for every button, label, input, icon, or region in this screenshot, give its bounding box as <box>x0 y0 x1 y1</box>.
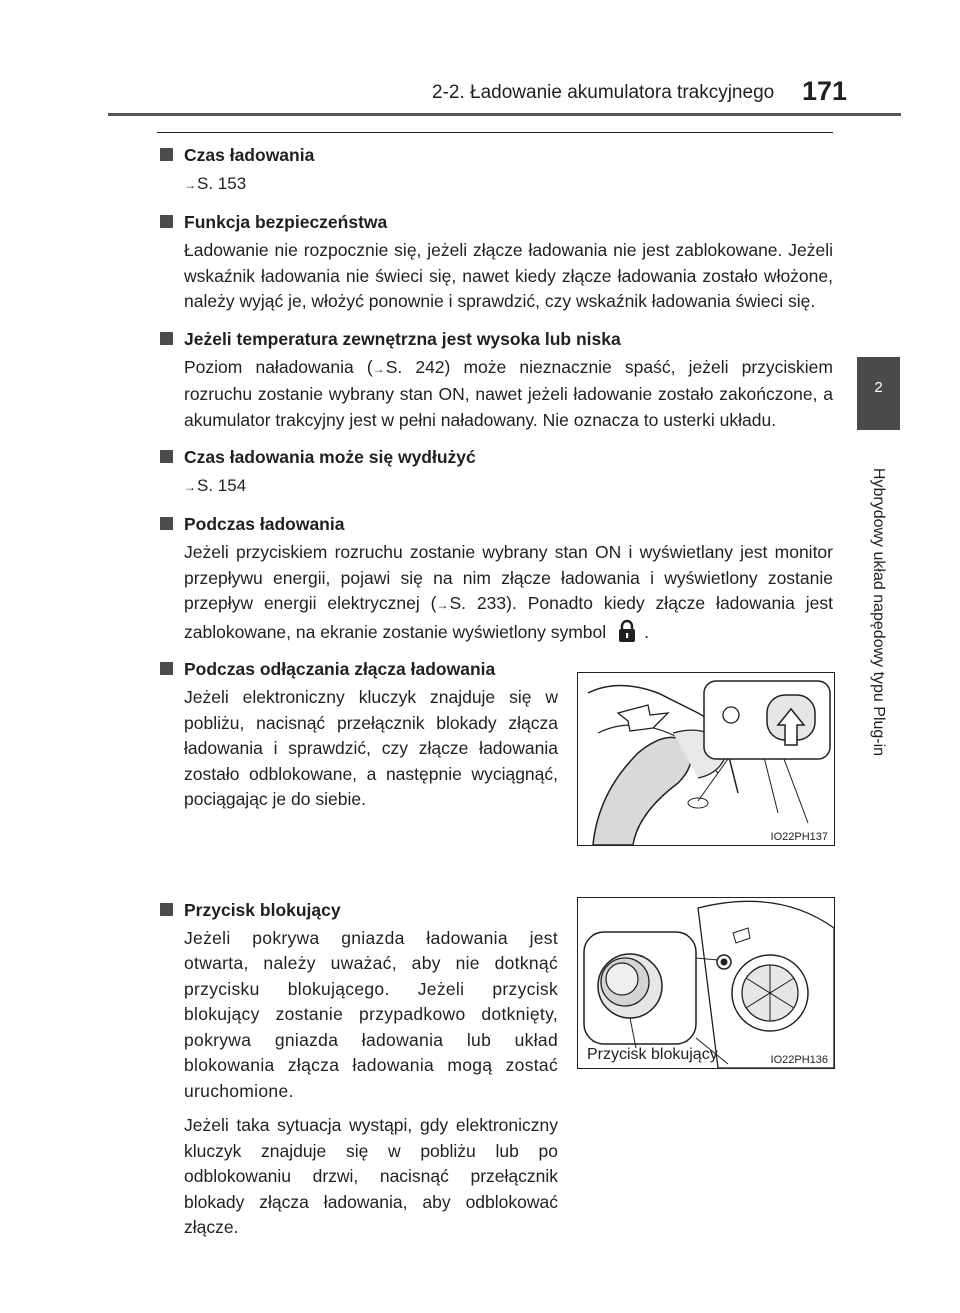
arrow-icon: → <box>372 361 385 376</box>
arrow-icon: → <box>184 480 196 494</box>
lock-button-label: Przycisk blokujący <box>587 1046 718 1063</box>
section-charging-time <box>160 142 833 198</box>
page-reference: S. 233 <box>449 593 507 613</box>
section-text: Ładowanie nie rozpocznie się, jeżeli złącze ładowania nie jest zablokowane. Jeżeli wskaźnik ładowania nie świeci się, nawet kiedy złącze ładowania zostało włożone, należy wyjąć je, włożyć ponownie i sprawdzić, czy wskaźnik ładowania świeci się. <box>184 240 833 311</box>
content-rule <box>157 132 833 133</box>
page-reference: →S. 153 <box>184 174 247 193</box>
chapter-tab-number: 2 <box>874 379 883 396</box>
arrow-icon: → <box>436 598 449 612</box>
chapter-title: 2-2. Ładowanie akumulatora trakcyjnego <box>432 82 775 103</box>
page-number: 171 <box>802 76 848 106</box>
section-heading: Przycisk blokujący <box>160 897 833 923</box>
figure-connector-unlock <box>577 672 835 846</box>
charging-port-illustration <box>578 898 834 1068</box>
figure-code: IO22PH136 <box>770 1054 828 1066</box>
section-text: Poziom naładowania (→S. 242) może nieznacznie spaść, jeżeli przyciskiem rozruchu zostanie wybrany stan ON, nawet jeżeli ładowanie zostało zakończone, a akumulator trakcyjny jest w pełni naładowany. Nie oznacza to usterki układu. <box>184 356 833 430</box>
section-text: Jeżeli taka sytuacja wystąpi, gdy elektroniczny kluczyk znajduje się w pobliżu lub po odblokowaniu drzwi, nacisnąć przełącznik blokady złącza ładowania, aby odblokować złącze. <box>184 1115 558 1237</box>
page-reference: S. 242 <box>385 356 445 377</box>
figure-code: IO22PH137 <box>770 831 828 843</box>
section-heading: Podczas ładowania <box>160 511 833 537</box>
header-rule <box>108 113 901 116</box>
section-safety-function <box>160 209 833 315</box>
section-during-charging <box>160 511 833 645</box>
section-text: Jeżeli pokrywa gniazda ładowania jest otwarta, należy uważać, aby nie dotknąć przycisku blokującego. Jeżeli przycisk blokujący zostanie przypadkowo dotknięty, pokrywa gniazda ładowania lub układ blokowania złącza ładowania mogą zostać uruchomione. <box>184 927 558 1101</box>
section-heading: Czas ładowania może się wydłużyć <box>160 444 833 470</box>
page-reference: →S. 154 <box>184 476 247 495</box>
section-text: Jeżeli przyciskiem rozruchu zostanie wybrany stan ON i wyświetlany jest monitor przepływu energii, pojawi się na nim złącze ładowania i wyświetlony zostanie przepływ energii elektrycznej (→S. 233). Ponadto kiedy złącze ładowania jest zablokowane, na ekranie zostanie wyświetlony symbol . <box>184 542 833 642</box>
arrow-icon: → <box>184 178 196 192</box>
section-heading: Funkcja bezpieczeństwa <box>160 209 833 235</box>
section-heading: Czas ładowania <box>160 142 833 168</box>
section-text: Jeżeli elektroniczny kluczyk znajduje się w pobliżu, nacisnąć przełącznik blokady złącza ładowania i sprawdzić, czy złącze ładowania zostało odblokowane, a następnie wyciągnąć, pociągając je do siebie. <box>184 687 558 809</box>
lock-icon <box>616 619 638 643</box>
section-longer-charging <box>160 444 833 500</box>
connector-illustration <box>578 673 834 845</box>
chapter-tab-text: Hybrydowy układ napędowy typu Plug-in <box>870 467 887 757</box>
section-heading: Podczas odłączania złącza ładowania <box>160 656 833 682</box>
section-temperature <box>160 326 833 434</box>
figure-lock-button <box>577 897 835 1069</box>
section-heading: Jeżeli temperatura zewnętrzna jest wysoka lub niska <box>160 326 833 352</box>
